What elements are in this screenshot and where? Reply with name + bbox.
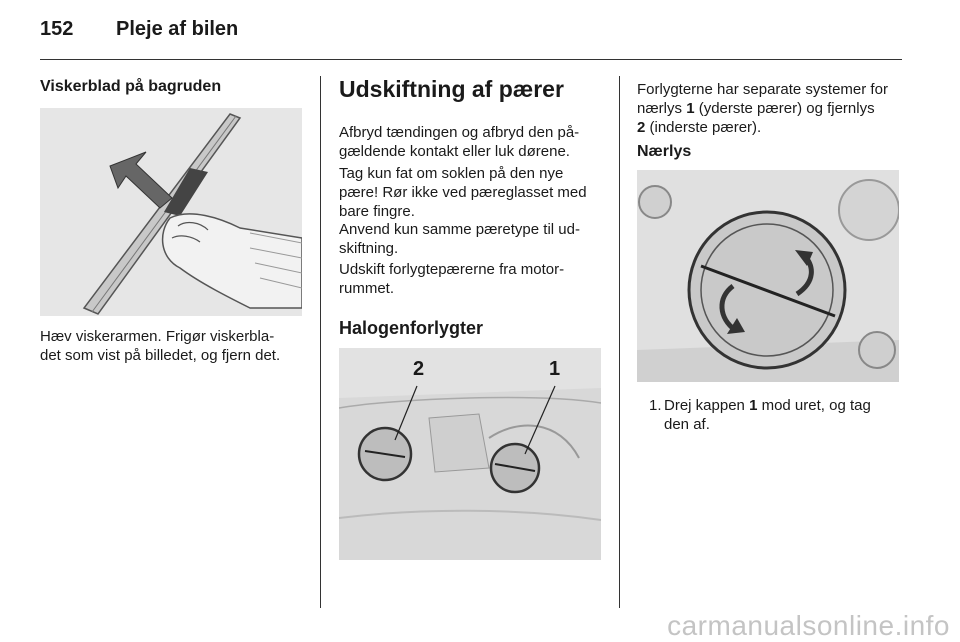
wiper-instruction-text: [40, 327, 310, 365]
section-heading-low-beam: Nærlys: [637, 143, 692, 160]
text-line: gældende kontakt eller luk dørene.: [339, 143, 570, 160]
text-line: rummet.: [339, 280, 395, 297]
watermark: carmanualsonline.info: [667, 610, 950, 641]
text-line: bare fingre.: [339, 203, 415, 220]
text-line: Drej kappen 1 mod uret, og tag: [664, 397, 871, 414]
text-line: 2 (inderste pærer).: [637, 119, 762, 136]
text-line: nærlys 1 (yderste pærer) og fjernlys: [637, 100, 875, 117]
text-line: Anvend kun samme pæretype til ud-: [339, 221, 580, 238]
column-divider-1: [320, 76, 321, 608]
headlamp-intro-text: [637, 80, 907, 137]
wiper-blade-illustration: [40, 108, 302, 316]
text-line: det som vist på billedet, og fjern det.: [40, 347, 281, 364]
bulbs-paragraph-1: [339, 123, 609, 161]
step-text: [664, 396, 894, 434]
text-line: pære! Rør ikke ved pæreglasset med: [339, 184, 587, 201]
header-rule: [40, 59, 902, 60]
page-title: Pleje af bilen: [116, 18, 239, 40]
subheading-halogen: Halogenforlygter: [339, 318, 484, 338]
text-line: den af.: [664, 416, 710, 433]
text-line: Forlygterne har separate systemer for: [637, 81, 888, 98]
halogen-headlamp-illustration: [339, 348, 601, 560]
text-line: Tag kun fat om soklen på den nye: [339, 165, 564, 182]
bulbs-paragraph-2: [339, 164, 609, 221]
page-number: 152: [40, 18, 74, 40]
step-number: 1.: [649, 397, 662, 414]
text-line: Afbryd tændingen og afbryd den på-: [339, 124, 580, 141]
text-line: Udskift forlygtepærerne fra motor-: [339, 261, 565, 278]
text-line: skiftning.: [339, 240, 399, 257]
column-divider-2: [619, 76, 620, 608]
section-heading-wiper: Viskerblad på bagruden: [40, 78, 222, 95]
callout-label-1: 1: [549, 358, 561, 380]
text-line: Hæv viskerarmen. Frigør viskerbla-: [40, 328, 275, 345]
low-beam-cap-illustration: [637, 170, 899, 382]
bulbs-paragraph-4: [339, 260, 609, 298]
bulbs-paragraph-3: [339, 220, 609, 258]
callout-label-2: 2: [413, 358, 425, 380]
section-heading-bulbs: Udskiftning af pærer: [339, 76, 564, 102]
